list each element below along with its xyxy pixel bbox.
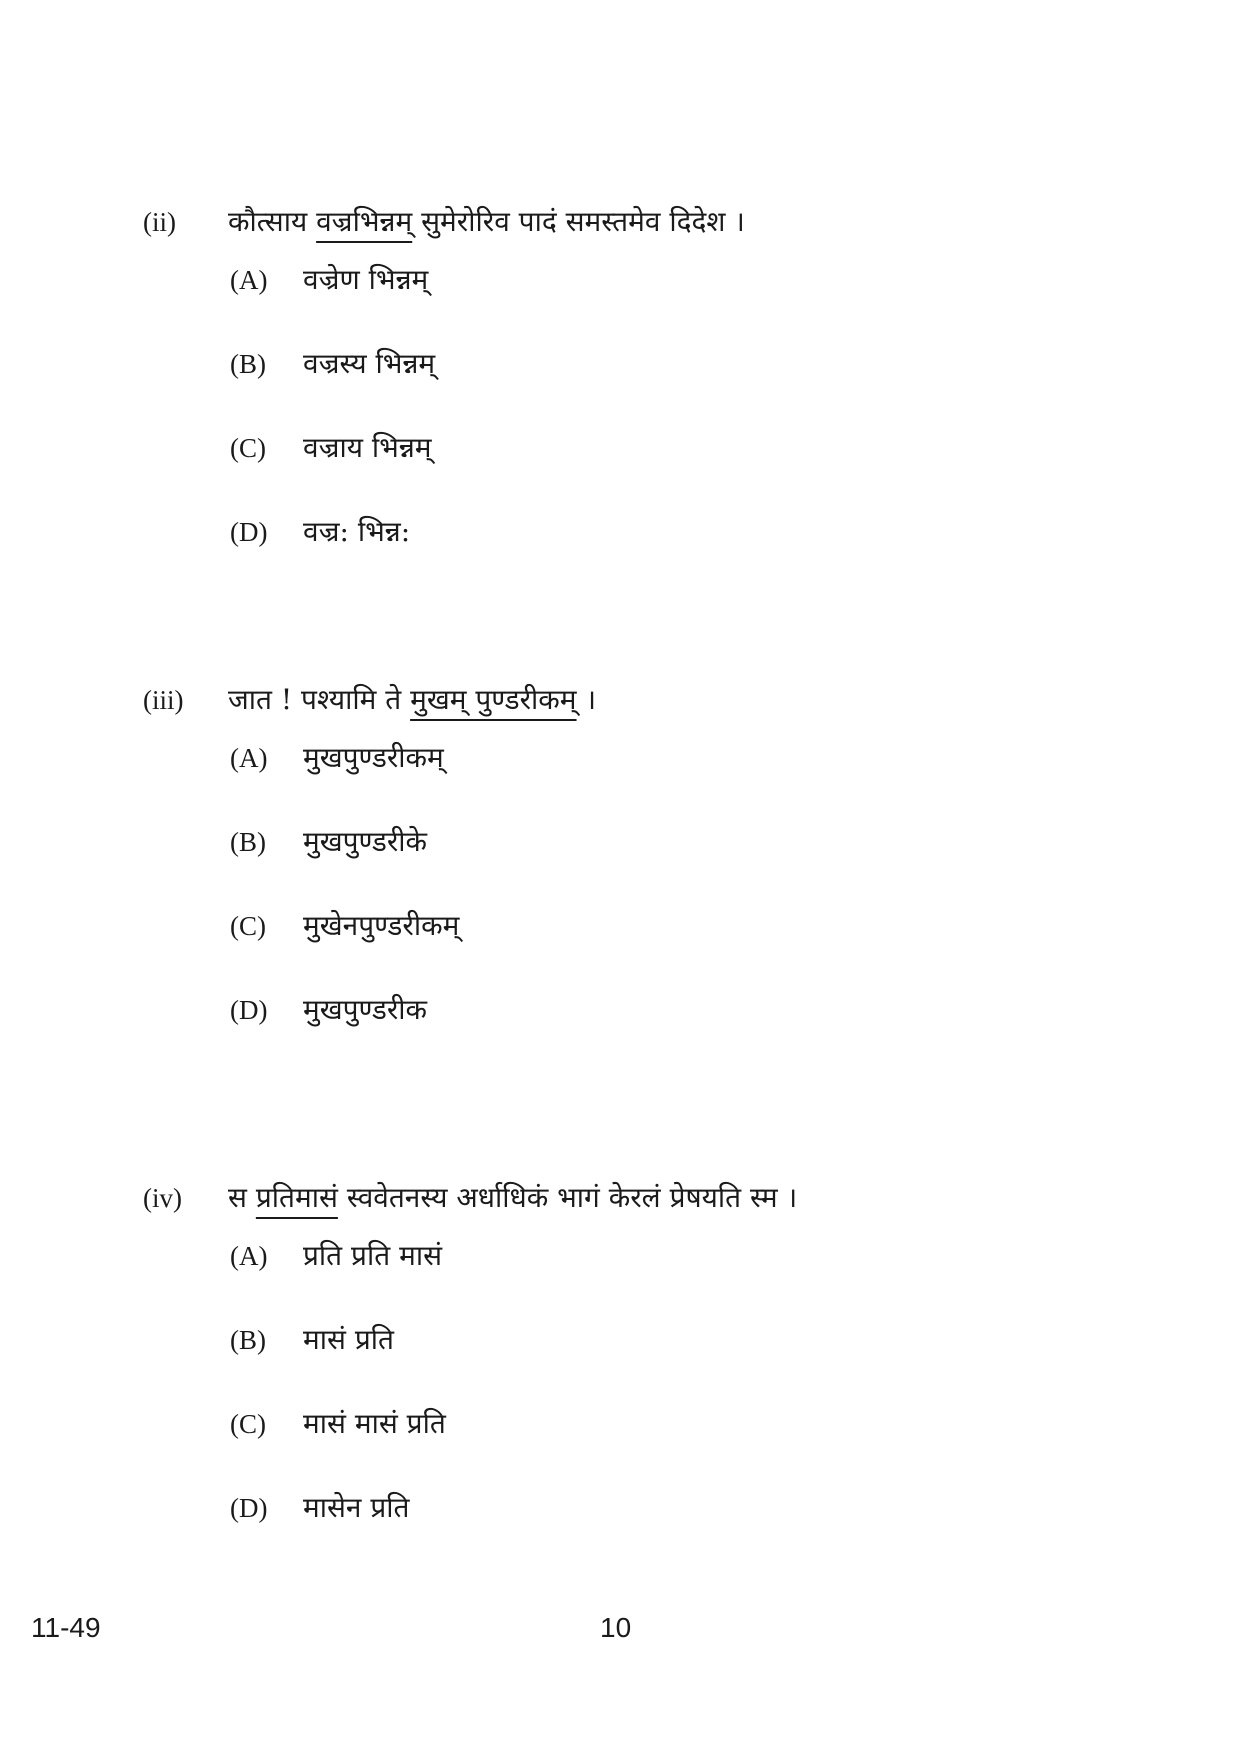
option-c bbox=[230, 423, 1030, 507]
option-c bbox=[230, 1399, 1030, 1483]
question-text bbox=[228, 1173, 797, 1223]
question-stem bbox=[143, 675, 1143, 725]
option-d bbox=[230, 985, 1030, 1069]
paper-code: 11-49 bbox=[31, 1612, 101, 1643]
question-iii bbox=[143, 675, 1143, 1026]
option-letter: (D) bbox=[230, 995, 268, 1025]
stem-underlined: मुखम् पुण्डरीकम् bbox=[410, 683, 577, 716]
options-list bbox=[230, 1231, 1030, 1567]
option-letter: (B) bbox=[230, 349, 266, 379]
option-b bbox=[230, 817, 1030, 901]
option-text: वज्रेण भिन्नम् bbox=[303, 263, 429, 296]
option-text: मासं प्रति bbox=[303, 1323, 394, 1356]
option-letter: (A) bbox=[230, 265, 268, 295]
option-letter: (D) bbox=[230, 517, 268, 547]
option-letter: (C) bbox=[230, 911, 266, 941]
option-b bbox=[230, 339, 1030, 423]
stem-before: जात ! पश्यामि ते bbox=[228, 683, 411, 716]
question-iv bbox=[143, 1173, 1143, 1524]
option-text: मुखपुण्डरीके bbox=[303, 825, 428, 858]
question-text bbox=[228, 675, 596, 725]
question-text bbox=[228, 197, 745, 247]
option-text: प्रति प्रति मासं bbox=[303, 1239, 443, 1272]
option-letter: (A) bbox=[230, 743, 268, 773]
question-ii bbox=[143, 197, 1143, 548]
option-letter: (A) bbox=[230, 1241, 268, 1271]
option-letter: (C) bbox=[230, 1409, 266, 1439]
options-list bbox=[230, 733, 1030, 1069]
option-text: मुखपुण्डरीकम् bbox=[303, 741, 444, 774]
option-letter: (B) bbox=[230, 1325, 266, 1355]
question-stem bbox=[143, 1173, 1143, 1223]
option-text: मुखेनपुण्डरीकम् bbox=[303, 909, 460, 942]
option-text: मासं मासं प्रति bbox=[303, 1407, 446, 1440]
option-text: मुखपुण्डरीक bbox=[303, 993, 428, 1026]
option-a bbox=[230, 733, 1030, 817]
option-b bbox=[230, 1315, 1030, 1399]
option-c bbox=[230, 901, 1030, 985]
stem-after: सुमेरोरिव पादं समस्तमेव दिदेश । bbox=[412, 205, 745, 238]
question-number: (iii) bbox=[143, 685, 184, 715]
option-text: वज्रस्य भिन्नम् bbox=[303, 347, 436, 380]
option-d bbox=[230, 507, 1030, 591]
option-d bbox=[230, 1483, 1030, 1567]
option-text: मासेन प्रति bbox=[303, 1491, 410, 1524]
stem-underlined: वज्रभिन्नम् bbox=[316, 205, 413, 238]
option-text: वज्राय भिन्नम् bbox=[303, 431, 432, 464]
question-number: (ii) bbox=[143, 207, 176, 237]
option-letter: (D) bbox=[230, 1493, 268, 1523]
option-a bbox=[230, 255, 1030, 339]
option-text: वज्र: भिन्न: bbox=[303, 515, 411, 548]
option-a bbox=[230, 1231, 1030, 1315]
question-number: (iv) bbox=[143, 1183, 182, 1213]
stem-after: । bbox=[576, 683, 597, 716]
stem-after: स्ववेतनस्य अर्धाधिकं भागं केरलं प्रेषयति स्म । bbox=[337, 1181, 798, 1214]
page-number: 10 bbox=[600, 1612, 632, 1643]
option-letter: (B) bbox=[230, 827, 266, 857]
stem-before: कौत्साय bbox=[228, 205, 317, 238]
question-stem bbox=[143, 197, 1143, 247]
stem-underlined: प्रतिमासं bbox=[255, 1181, 338, 1214]
option-letter: (C) bbox=[230, 433, 266, 463]
stem-before: स bbox=[228, 1181, 256, 1214]
options-list bbox=[230, 255, 1030, 591]
